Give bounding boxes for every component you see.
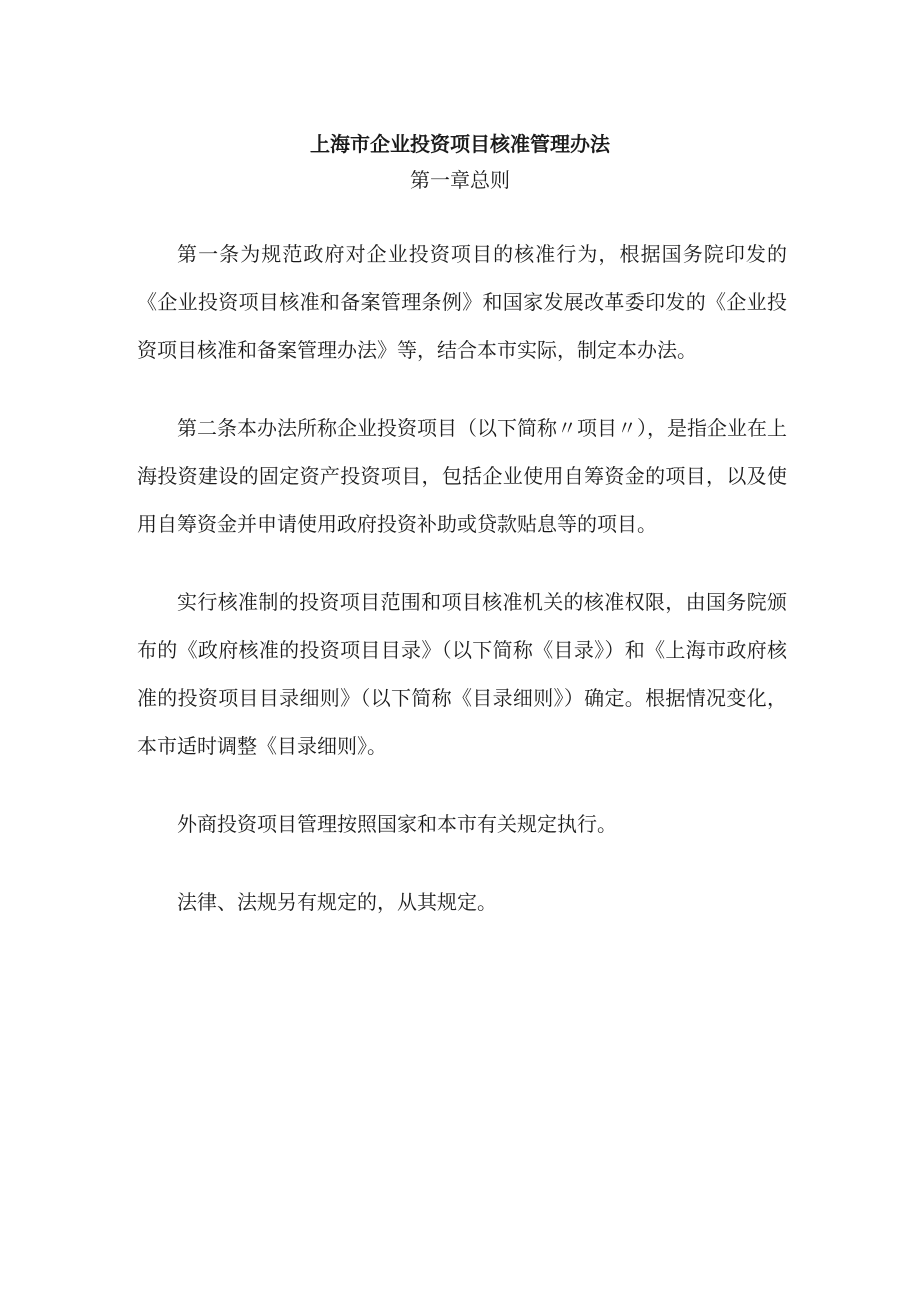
chapter-heading: 第一章总则 (410, 168, 510, 192)
paragraph-article-2: 第二条本办法所称企业投资项目（以下简称〃项目〃），是指企业在上海投资建设的固定资产投资项目，包括企业使用自筹资金的项目，以及使用自筹资金并申请使用政府投资补助或贷款贴息等的项目。 (137, 416, 787, 536)
paragraph-approval-scope: 实行核准制的投资项目范围和项目核准机关的核准权限，由国务院颁布的《政府核准的投资项目目录》（以下简称《目录》）和《上海市政府核准的投资项目目录细则》（以下简称《目录细则》）确定。根据情况变化，本市适时调整《目录细则》。 (137, 590, 787, 758)
document-body (137, 230, 787, 956)
paragraph-foreign-investment: 外商投资项目管理按照国家和本市有关规定执行。 (177, 812, 617, 836)
paragraph-article-1: 第一条为规范政府对企业投资项目的核准行为，根据国务院印发的《企业投资项目核准和备案管理条例》和国家发展改革委印发的《企业投资项目核准和备案管理办法》等，结合本市实际，制定本办法。 (137, 242, 787, 362)
paragraph-legal-exception: 法律、法规另有规定的，从其规定。 (177, 890, 497, 914)
document-title: 上海市企业投资项目核准管理办法 (310, 132, 610, 156)
